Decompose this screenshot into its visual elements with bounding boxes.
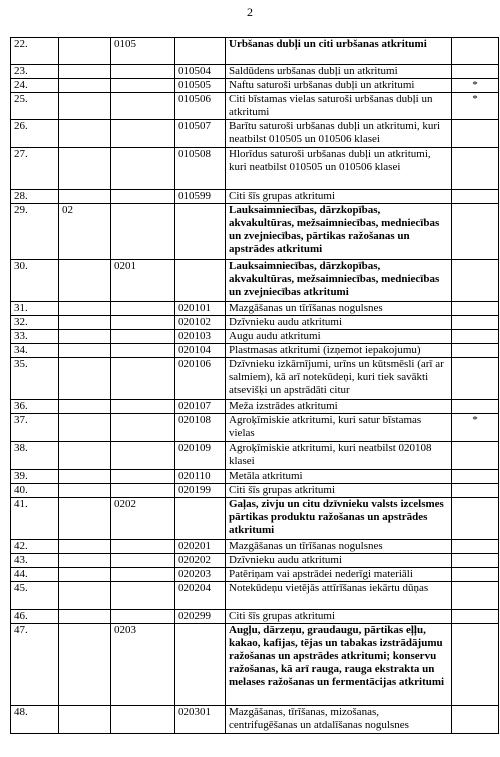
- row-number: 42.: [11, 540, 59, 554]
- table-row: [11, 706, 499, 734]
- waste-name: Plastmasas atkritumi (izņemot iepakojumu): [226, 344, 452, 358]
- waste-code: [175, 624, 226, 706]
- row-number: 39.: [11, 470, 59, 484]
- table-row: [11, 204, 499, 260]
- subgroup-code: [111, 65, 175, 79]
- group-code: [59, 65, 111, 79]
- table-row: [11, 582, 499, 610]
- waste-name: Barītu saturoši urbšanas dubļi un atkritumi, kuri neatbilst 010505 un 010506 klasei: [226, 120, 452, 148]
- waste-code: 010508: [175, 148, 226, 190]
- group-code: [59, 706, 111, 734]
- waste-code: [175, 38, 226, 65]
- group-code: [59, 120, 111, 148]
- waste-name: Naftu saturoši urbšanas dubļi un atkritumi: [226, 79, 452, 93]
- table-body: [11, 38, 499, 734]
- hazard-mark: *: [452, 79, 499, 93]
- table-row: [11, 484, 499, 498]
- subgroup-code: [111, 568, 175, 582]
- group-code: [59, 624, 111, 706]
- waste-name: Citi bīstamas vielas saturoši urbšanas dubļi un atkritumi: [226, 93, 452, 120]
- group-code: [59, 190, 111, 204]
- page-number: 2: [247, 5, 253, 19]
- table-row: [11, 400, 499, 414]
- subgroup-code: [111, 582, 175, 610]
- row-number: 32.: [11, 316, 59, 330]
- waste-code: [175, 260, 226, 302]
- group-code: [59, 484, 111, 498]
- hazard-mark: *: [452, 414, 499, 442]
- subgroup-code: [111, 79, 175, 93]
- subgroup-code: 0105: [111, 38, 175, 65]
- waste-code: 020104: [175, 344, 226, 358]
- waste-code: 020101: [175, 302, 226, 316]
- table-row: [11, 65, 499, 79]
- waste-code: 010507: [175, 120, 226, 148]
- subgroup-code: [111, 330, 175, 344]
- waste-name: Agroķīmiskie atkritumi, kuri neatbilst 020108 klasei: [226, 442, 452, 470]
- table-row: [11, 148, 499, 190]
- row-number: 23.: [11, 65, 59, 79]
- subgroup-code: [111, 204, 175, 260]
- table-row: [11, 442, 499, 470]
- row-number: 22.: [11, 38, 59, 65]
- row-number: 34.: [11, 344, 59, 358]
- row-number: 41.: [11, 498, 59, 540]
- subgroup-code: [111, 190, 175, 204]
- hazard-mark: [452, 344, 499, 358]
- row-number: 25.: [11, 93, 59, 120]
- table-row: [11, 330, 499, 344]
- hazard-mark: [452, 624, 499, 706]
- waste-name: Lauksaimniecības, dārzkopības, akvakultūras, mežsaimniecības, medniecības un zvejniecības atkritumi: [226, 260, 452, 302]
- table-row: [11, 498, 499, 540]
- row-number: 45.: [11, 582, 59, 610]
- waste-classification-table: [10, 37, 499, 734]
- row-number: 46.: [11, 610, 59, 624]
- waste-code: [175, 498, 226, 540]
- group-code: [59, 400, 111, 414]
- hazard-mark: [452, 330, 499, 344]
- hazard-mark: [452, 554, 499, 568]
- group-code: [59, 582, 111, 610]
- group-code: [59, 610, 111, 624]
- table-row: [11, 610, 499, 624]
- waste-code: 020109: [175, 442, 226, 470]
- waste-name: Hlorīdus saturoši urbšanas dubļi un atkritumi, kuri neatbilst 010505 un 010506 klasei: [226, 148, 452, 190]
- hazard-mark: [452, 260, 499, 302]
- group-code: [59, 344, 111, 358]
- subgroup-code: [111, 610, 175, 624]
- group-code: [59, 330, 111, 344]
- row-number: 24.: [11, 79, 59, 93]
- waste-name: Dzīvnieku audu atkritumi: [226, 316, 452, 330]
- waste-code: 010506: [175, 93, 226, 120]
- subgroup-code: [111, 540, 175, 554]
- subgroup-code: [111, 400, 175, 414]
- waste-code: 020201: [175, 540, 226, 554]
- waste-name: Augu audu atkritumi: [226, 330, 452, 344]
- subgroup-code: [111, 414, 175, 442]
- group-code: [59, 93, 111, 120]
- hazard-mark: [452, 204, 499, 260]
- group-code: [59, 358, 111, 400]
- waste-name: Mazgāšanas, tīrīšanas, mizošanas, centrifugēšanas un atdalīšanas nogulsnes: [226, 706, 452, 734]
- subgroup-code: 0202: [111, 498, 175, 540]
- group-code: [59, 79, 111, 93]
- subgroup-code: [111, 93, 175, 120]
- waste-name: Dzīvnieku izkārnījumi, urīns un kūtsmēsli (arī ar salmiem), kā arī notekūdeņi, kuri tiek savākti atsevišķi un apstrādāti citur: [226, 358, 452, 400]
- waste-name: Citi šīs grupas atkritumi: [226, 484, 452, 498]
- hazard-mark: [452, 442, 499, 470]
- subgroup-code: [111, 554, 175, 568]
- group-code: [59, 498, 111, 540]
- group-code: [59, 148, 111, 190]
- subgroup-code: [111, 344, 175, 358]
- subgroup-code: [111, 706, 175, 734]
- table-row: [11, 93, 499, 120]
- table-row: [11, 554, 499, 568]
- hazard-mark: [452, 498, 499, 540]
- row-number: 37.: [11, 414, 59, 442]
- row-number: 40.: [11, 484, 59, 498]
- waste-code: [175, 204, 226, 260]
- group-code: [59, 540, 111, 554]
- hazard-mark: [452, 484, 499, 498]
- group-code: [59, 316, 111, 330]
- group-code: [59, 302, 111, 316]
- row-number: 29.: [11, 204, 59, 260]
- row-number: 44.: [11, 568, 59, 582]
- subgroup-code: 0203: [111, 624, 175, 706]
- table-row: [11, 470, 499, 484]
- table-row: [11, 344, 499, 358]
- waste-name: Meža izstrādes atkritumi: [226, 400, 452, 414]
- hazard-mark: [452, 358, 499, 400]
- waste-name: Patēriņam vai apstrādei nederīgi materiāli: [226, 568, 452, 582]
- hazard-mark: [452, 302, 499, 316]
- table-row: [11, 358, 499, 400]
- waste-name: Mazgāšanas un tīrīšanas nogulsnes: [226, 540, 452, 554]
- table-row: [11, 120, 499, 148]
- subgroup-code: [111, 316, 175, 330]
- waste-name: Citi šīs grupas atkritumi: [226, 610, 452, 624]
- hazard-mark: *: [452, 93, 499, 120]
- subgroup-code: [111, 442, 175, 470]
- waste-code: 020108: [175, 414, 226, 442]
- row-number: 36.: [11, 400, 59, 414]
- group-code: [59, 470, 111, 484]
- hazard-mark: [452, 148, 499, 190]
- subgroup-code: [111, 484, 175, 498]
- table-row: [11, 190, 499, 204]
- hazard-mark: [452, 316, 499, 330]
- row-number: 47.: [11, 624, 59, 706]
- waste-code: 020199: [175, 484, 226, 498]
- waste-code: 010599: [175, 190, 226, 204]
- waste-code: 020202: [175, 554, 226, 568]
- hazard-mark: [452, 65, 499, 79]
- waste-code: 020102: [175, 316, 226, 330]
- row-number: 43.: [11, 554, 59, 568]
- table-row: [11, 624, 499, 706]
- hazard-mark: [452, 540, 499, 554]
- waste-name: Citi šīs grupas atkritumi: [226, 190, 452, 204]
- waste-code: 010505: [175, 79, 226, 93]
- waste-code: 020103: [175, 330, 226, 344]
- table-row: [11, 540, 499, 554]
- table-row: [11, 316, 499, 330]
- hazard-mark: [452, 582, 499, 610]
- row-number: 38.: [11, 442, 59, 470]
- waste-code: 010504: [175, 65, 226, 79]
- subgroup-code: [111, 302, 175, 316]
- hazard-mark: [452, 610, 499, 624]
- table-row: [11, 568, 499, 582]
- hazard-mark: [452, 400, 499, 414]
- waste-name: Mazgāšanas un tīrīšanas nogulsnes: [226, 302, 452, 316]
- group-code: [59, 260, 111, 302]
- waste-code: 020301: [175, 706, 226, 734]
- group-code: [59, 554, 111, 568]
- waste-name: Augļu, dārzeņu, graudaugu, pārtikas eļļu, kakao, kafijas, tējas un tabakas izstrādājumu ražošanas un apstrādes atkritumi; konservu ražošanas, kā arī rauga, rauga ekstrakta un melases ražošanas un fermentācijas atkritumi: [226, 624, 452, 706]
- waste-code: 020204: [175, 582, 226, 610]
- subgroup-code: [111, 120, 175, 148]
- waste-name: Saldūdens urbšanas dubļi un atkritumi: [226, 65, 452, 79]
- waste-code: 020110: [175, 470, 226, 484]
- waste-name: Urbšanas dubļi un citi urbšanas atkritumi: [226, 38, 452, 65]
- waste-name: Agroķīmiskie atkritumi, kuri satur bīstamas vielas: [226, 414, 452, 442]
- hazard-mark: [452, 190, 499, 204]
- row-number: 28.: [11, 190, 59, 204]
- hazard-mark: [452, 470, 499, 484]
- group-code: [59, 568, 111, 582]
- table-row: [11, 302, 499, 316]
- row-number: 48.: [11, 706, 59, 734]
- subgroup-code: [111, 470, 175, 484]
- hazard-mark: [452, 706, 499, 734]
- hazard-mark: [452, 120, 499, 148]
- group-code: [59, 414, 111, 442]
- subgroup-code: [111, 148, 175, 190]
- group-code: [59, 38, 111, 65]
- waste-name: Metāla atkritumi: [226, 470, 452, 484]
- table-row: [11, 79, 499, 93]
- row-number: 30.: [11, 260, 59, 302]
- row-number: 26.: [11, 120, 59, 148]
- waste-code: 020106: [175, 358, 226, 400]
- waste-name: Gaļas, zivju un citu dzīvnieku valsts izcelsmes pārtikas produktu ražošanas un apstrādes atkritumi: [226, 498, 452, 540]
- group-code: 02: [59, 204, 111, 260]
- waste-code: 020203: [175, 568, 226, 582]
- waste-code: 020107: [175, 400, 226, 414]
- waste-name: Lauksaimniecības, dārzkopības, akvakultūras, mežsaimniecības, medniecības un zvejniecības, pārtikas ražošanas un apstrādes atkritumi: [226, 204, 452, 260]
- subgroup-code: 0201: [111, 260, 175, 302]
- waste-name: Notekūdeņu vietējās attīrīšanas iekārtu dūņas: [226, 582, 452, 610]
- table-row: [11, 38, 499, 65]
- row-number: 27.: [11, 148, 59, 190]
- row-number: 33.: [11, 330, 59, 344]
- table-row: [11, 260, 499, 302]
- waste-code: 020299: [175, 610, 226, 624]
- subgroup-code: [111, 358, 175, 400]
- row-number: 31.: [11, 302, 59, 316]
- row-number: 35.: [11, 358, 59, 400]
- hazard-mark: [452, 568, 499, 582]
- group-code: [59, 442, 111, 470]
- hazard-mark: [452, 38, 499, 65]
- waste-name: Dzīvnieku audu atkritumi: [226, 554, 452, 568]
- table-row: [11, 414, 499, 442]
